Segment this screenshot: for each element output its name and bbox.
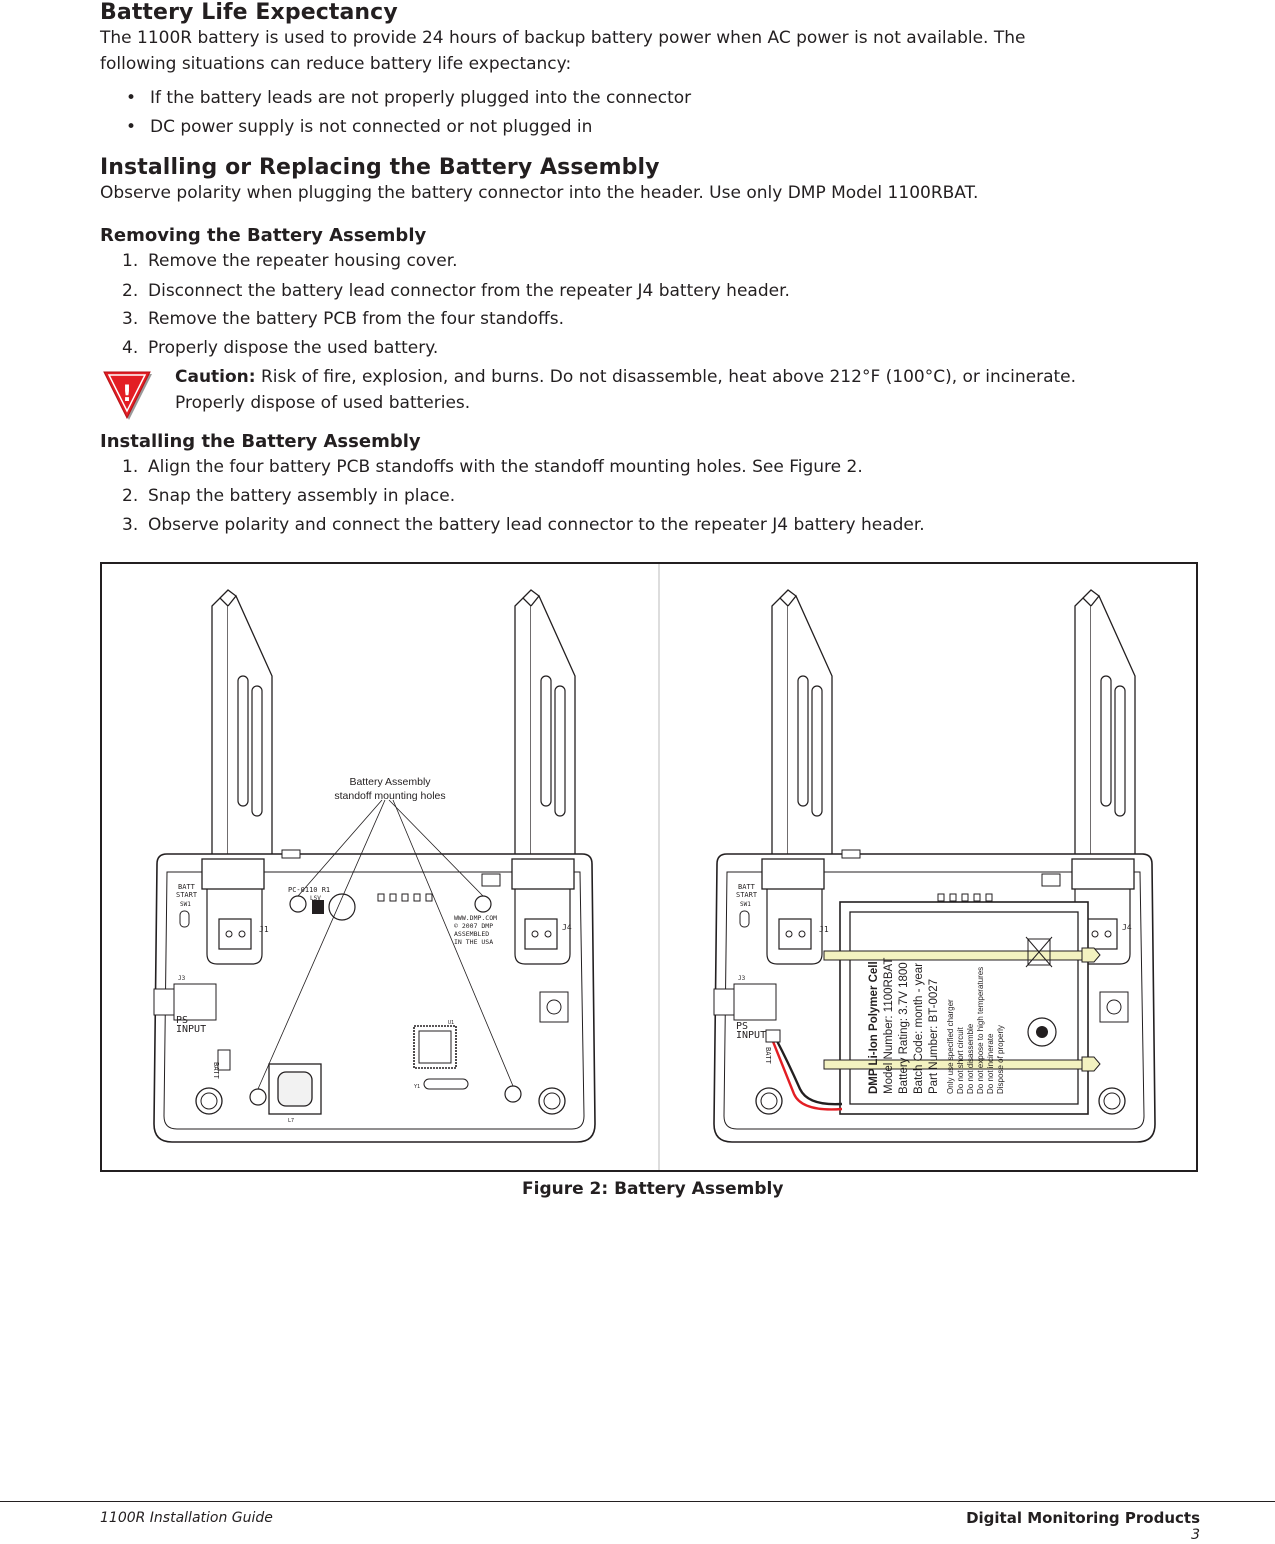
svg-text:!: ! bbox=[121, 382, 133, 407]
subheading-removing: Removing the Battery Assembly bbox=[100, 225, 427, 246]
caution-text-line1 bbox=[175, 364, 1076, 390]
list-item bbox=[122, 486, 455, 506]
footer-document-title: 1100R Installation Guide bbox=[100, 1510, 273, 1526]
step-text: Remove the repeater housing cover. bbox=[148, 251, 458, 271]
battery-label-line: Do not expose to high temperatures bbox=[976, 966, 985, 1094]
step-text: Remove the battery PCB from the four standoffs. bbox=[148, 309, 565, 329]
caution-message: Risk of fire, explosion, and burns. Do not disassemble, heat above 212°F (100°C), or incinerate. bbox=[261, 367, 1077, 387]
battery-label-line: Part Number: BT-0027 bbox=[928, 978, 940, 1094]
silkscreen-label: INPUT bbox=[736, 1030, 767, 1041]
silkscreen-label: J3 bbox=[738, 975, 746, 982]
step-text: Snap the battery assembly in place. bbox=[148, 486, 456, 506]
warning-triangle-icon bbox=[103, 371, 155, 423]
list-item-text: DC power supply is not connected or not plugged in bbox=[150, 117, 593, 137]
silkscreen-label: J4 bbox=[1122, 923, 1132, 932]
page-number: 3 bbox=[1191, 1527, 1200, 1543]
silkscreen-label: J1 bbox=[819, 925, 829, 934]
step-number: 2. bbox=[122, 281, 139, 301]
list-item bbox=[122, 338, 438, 358]
battery-label-line: Batch Code: month - year bbox=[913, 962, 925, 1094]
silkscreen-label: PS bbox=[176, 1015, 189, 1026]
step-text: Observe polarity and connect the battery lead connector to the repeater J4 battery header. bbox=[148, 515, 925, 535]
step-number: 2. bbox=[122, 486, 139, 506]
silkscreen-label: BATT bbox=[764, 1047, 772, 1064]
bullet-icon: • bbox=[126, 88, 137, 108]
step-text: Disconnect the battery lead connector from the repeater J4 battery header. bbox=[148, 281, 790, 301]
step-text: Properly dispose the used battery. bbox=[148, 338, 439, 358]
section-heading-battery-life: Battery Life Expectancy bbox=[100, 0, 398, 25]
install-paragraph: Observe polarity when plugging the battery connector into the header. Use only DMP Model 1100RBAT. bbox=[100, 183, 979, 203]
step-number: 1. bbox=[122, 457, 139, 477]
footer-company-name: Digital Monitoring Products bbox=[966, 1509, 1200, 1527]
step-number: 3. bbox=[122, 309, 139, 329]
section-heading-install-replace: Installing or Replacing the Battery Assembly bbox=[100, 155, 660, 180]
silkscreen-label: BATT bbox=[212, 1062, 220, 1079]
battery-label-line: Battery Rating: 3.7V 1800 bbox=[898, 962, 910, 1094]
battery-label-line: Dispose of properly bbox=[996, 1025, 1005, 1094]
battery-label-line: Model Number: 1100RBAT bbox=[883, 957, 895, 1094]
battery-label-line: Do not incinerate bbox=[986, 1033, 995, 1094]
silkscreen-label: LSV bbox=[310, 895, 321, 902]
figure-battery-assembly bbox=[100, 562, 1198, 1172]
battery-label-line: Do not disassemble bbox=[966, 1023, 975, 1094]
silkscreen-label: U1 bbox=[448, 1020, 455, 1026]
list-item bbox=[122, 515, 925, 535]
list-item bbox=[122, 251, 458, 271]
battery-label-line: DMP Li-Ion Polymer Cell bbox=[868, 961, 880, 1094]
callout-line1: Battery Assembly bbox=[349, 776, 431, 788]
silkscreen-label: BATT bbox=[178, 883, 195, 891]
battery-life-paragraph-line2: following situations can reduce battery life expectancy: bbox=[100, 54, 572, 74]
battery-label-line: Only use specified charger bbox=[946, 999, 955, 1094]
list-item bbox=[122, 309, 564, 329]
silkscreen-label: WWW.DMP.COM bbox=[454, 914, 498, 922]
list-item bbox=[122, 281, 790, 301]
callout-line2: standoff mounting holes bbox=[334, 790, 446, 802]
silkscreen-label: Y1 bbox=[414, 1084, 421, 1090]
battery-label-line: Do not short circuit bbox=[956, 1027, 965, 1094]
silkscreen-label: SW1 bbox=[180, 901, 191, 908]
silkscreen-label: INPUT bbox=[176, 1024, 207, 1035]
silkscreen-label: IN THE USA bbox=[454, 938, 494, 946]
step-number: 3. bbox=[122, 515, 139, 535]
caution-text-line2: Properly dispose of used batteries. bbox=[175, 393, 471, 413]
silkscreen-label: SW1 bbox=[740, 901, 751, 908]
silkscreen-label: START bbox=[176, 891, 198, 899]
figure-drawing bbox=[102, 564, 1198, 1172]
figure-caption: Figure 2: Battery Assembly bbox=[522, 1179, 784, 1199]
silkscreen-label: J3 bbox=[178, 975, 186, 982]
list-item-text: If the battery leads are not properly plugged into the connector bbox=[150, 88, 692, 108]
caution-label: Caution: bbox=[175, 367, 256, 387]
silkscreen-label: ASSEMBLED bbox=[454, 930, 490, 938]
silkscreen-label: J4 bbox=[562, 923, 572, 932]
battery-life-paragraph-line1: The 1100R battery is used to provide 24 hours of backup battery power when AC power is not available. The bbox=[100, 28, 1026, 48]
silkscreen-label: PC-0110 R1 bbox=[288, 886, 331, 894]
step-number: 4. bbox=[122, 338, 139, 358]
list-item bbox=[126, 88, 692, 108]
step-number: 1. bbox=[122, 251, 139, 271]
silkscreen-label: BATT bbox=[738, 883, 755, 891]
standoff-rod-upper bbox=[824, 951, 1082, 960]
silkscreen-label: © 2007 DMP bbox=[454, 922, 494, 930]
bullet-icon: • bbox=[126, 117, 137, 137]
silkscreen-label: J1 bbox=[259, 925, 269, 934]
step-text: Align the four battery PCB standoffs with the standoff mounting holes. See Figure 2. bbox=[148, 457, 863, 477]
silkscreen-label: START bbox=[736, 891, 758, 899]
list-item bbox=[122, 457, 863, 477]
footer-rule bbox=[0, 1501, 1275, 1502]
list-item bbox=[126, 117, 593, 137]
silkscreen-label: PS bbox=[736, 1021, 749, 1032]
silkscreen-label: L7 bbox=[288, 1118, 295, 1124]
subheading-installing: Installing the Battery Assembly bbox=[100, 431, 421, 452]
